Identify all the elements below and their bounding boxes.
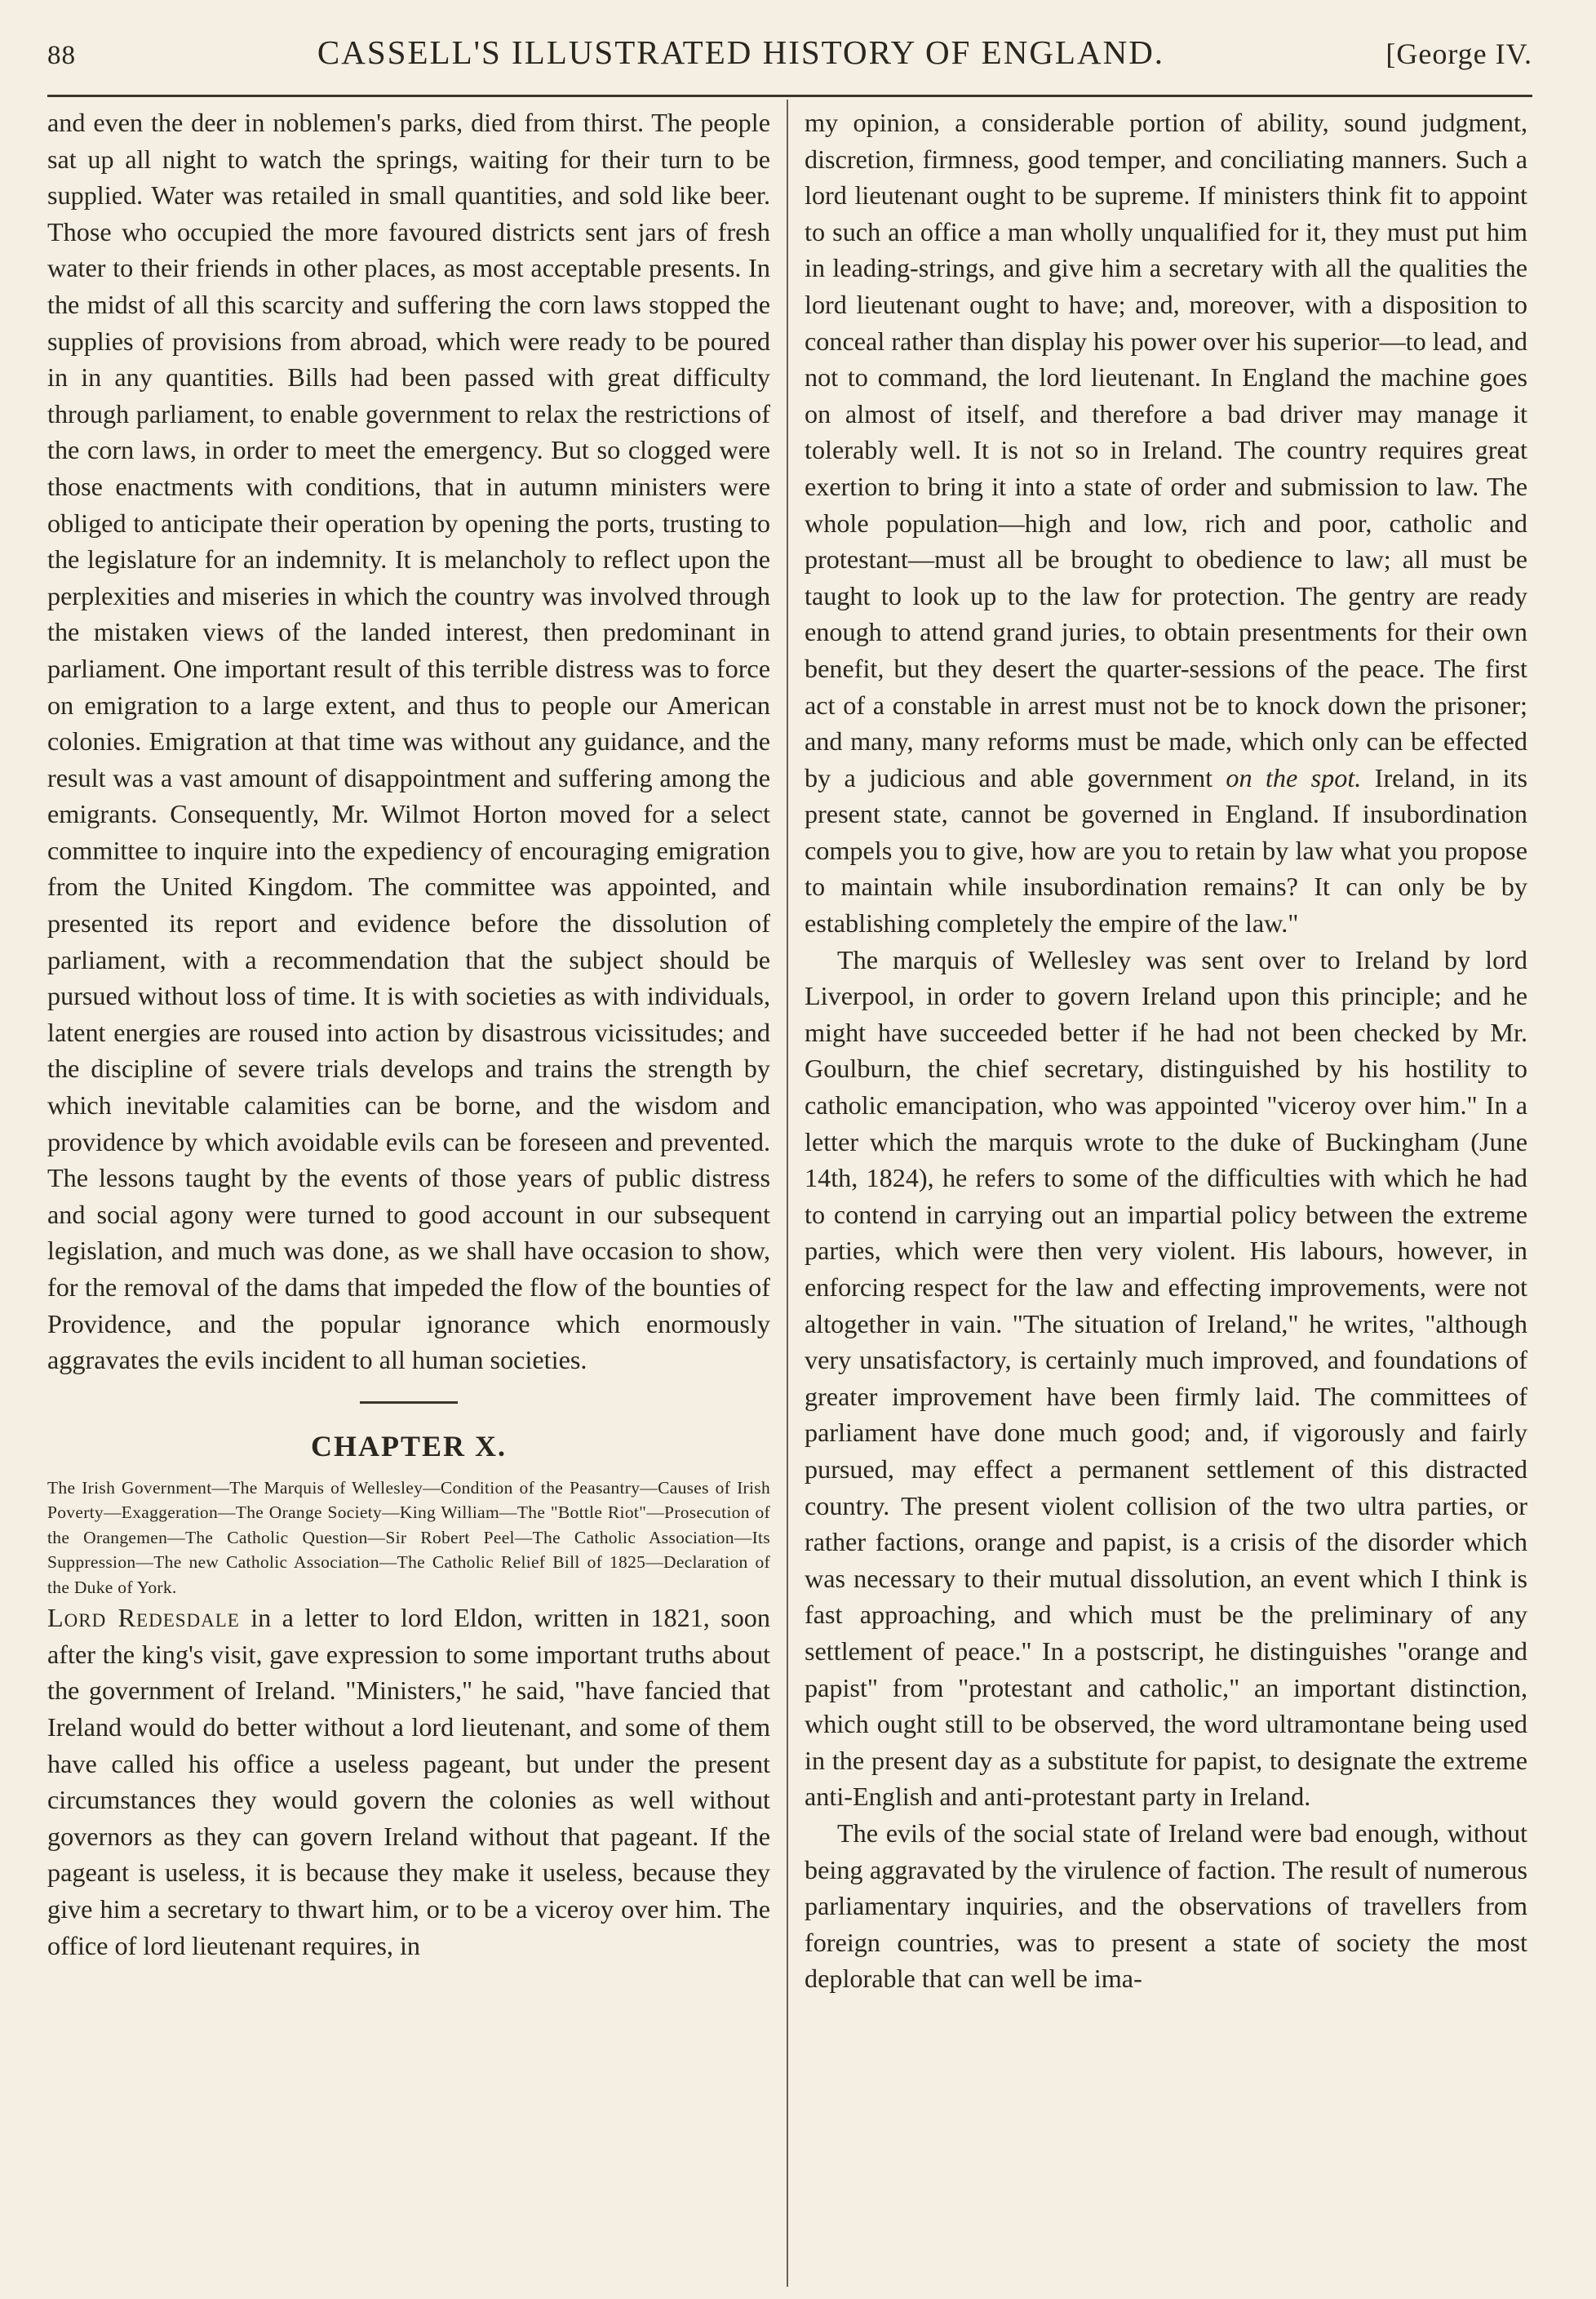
- right-paragraph-2: The marquis of Wellesley was sent over to Ireland by lord Liverpool, in order to govern Ireland upon this principle; and he might have succeeded better if he had not been checked by Mr. Goulburn, the chief secretary, distinguished by his hostility to catholic emancipation, who was appointed "viceroy over him." In a letter which the marquis wrote to the duke of Buckingham (June 14th, 1824), he refers to some of the difficulties with which he had to contend in carrying out an impartial policy between the extreme parties, which were then very violent. His labours, however, in enforcing respect for the law and effecting improvements, were not altogether in vain. "The situation of Ireland," he writes, "although very unsatisfactory, is certainly much improved, and foundations of greater improvement have been firmly laid. The committees of parliament have done much good; and, if vigorously and fairly pursued, may effect a permanent settlement of this distracted country. The present violent collision of the two ultra parties, or rather factions, orange and papist, is a crisis of the disorder which was necessary to their mutual dissolution, an event which I think is fast approaching, and which must be the preliminary of any settlement of peace." In a postscript, he distinguishes "orange and papist" from "protestant and catholic," an important distinction, which ought still to be observed, the word ultramontane being used in the present day as a substitute for papist, to designate the extreme anti-English and anti-protestant party in Ireland.: [805, 944, 1527, 1812]
- page-header: [47, 33, 1532, 78]
- page-number: 88: [47, 41, 76, 70]
- paragraph-lead-name: Lord Redesdale: [47, 1603, 240, 1633]
- section-rule: [360, 1401, 458, 1404]
- right-paragraph-1-text-a: my opinion, a considerable portion of ability, sound judgment, discretion, firmness, good temper, and conciliating manners. Such a lord lieutenant ought to be supreme. If ministers think fit to appoint to such an office a man wholly unqualified for it, they must put him in leading-strings, and give him a secretary with all the qualities the lord lieutenant ought to have; and, moreover, with a disposition to conceal rather than display his power over his superior—to lead, and not to command, the lord lieutenant. In England the machine goes on almost of itself, and therefore a bad driver may manage it tolerably well. It is not so in Ireland. The country requires great exertion to bring it into a state of order and submission to law. The whole population—high and low, rich and poor, catholic and protestant—must all be brought to obedience to law; all must be taught to look up to the law for protection. The gentry are ready enough to attend grand juries, to obtain presentments for their own benefit, but they desert the quarter-sessions of the peace. The first act of a constable in arrest must not be to knock down the prisoner; and many, many reforms must be made, which only can be effected by a judicious and able government: [805, 108, 1527, 792]
- left-paragraph-2-text: in a letter to lord Eldon, written in 1821, soon after the king's visit, gave expression to some important truths about the government of Ireland. "Ministers," he said, "have fancied that Ireland would do better without a lord lieutenant, and some of them have called his office a useless pageant, but under the present circumstances they would govern the colonies as well without governors as they can govern Ireland without that pageant. If the pageant is useless, it is because they make it useless, because they give him a secretary to thwart him, or to be a viceroy over him. The office of lord lieutenant requires, in: [47, 1603, 770, 1960]
- chapter-summary: The Irish Government—The Marquis of Wellesley—Condition of the Peasantry—Causes of Irish Poverty—Exaggeration—The Orange Society—King William—The "Bottle Riot"—Prosecution of the Orangemen—The Catholic Question—Sir Robert Peel—The Catholic Association—Its Suppression—The new Catholic Association—The Catholic Relief Bill of 1825—Declaration of the Duke of York.: [47, 1477, 770, 1597]
- left-paragraph-1: and even the deer in noblemen's parks, died from thirst. The people sat up all night to watch the springs, waiting for their turn to be supplied. Water was retailed in small quantities, and sold like beer. Those who occupied the more favoured districts sent jars of fresh water to their friends in other places, as most acceptable presents. In the midst of all this scarcity and suffering the corn laws stopped the supplies of provisions from abroad, which were ready to be poured in in any quantities. Bills had been passed with great difficulty through parliament, to enable government to relax the restrictions of the corn laws, in order to meet the emergency. But so clogged were those enactments with conditions, that in autumn ministers were obliged to anticipate their operation by opening the ports, trusting to the legislature for an indemnity. It is melancholy to reflect upon the perplexities and miseries in which the country was involved through the mistaken views of the landed interest, then predominant in parliament. One important result of this terrible distress was to force on emigration to a large extent, and thus to people our American colonies. Emigration at that time was without any guidance, and the result was a vast amount of disappointment and suffering among the emigrants. Consequently, Mr. Wilmot Horton moved for a select committee to inquire into the expediency of encouraging emigration from the United Kingdom. The committee was appointed, and presented its report and evidence before the dissolution of parliament, with a recommendation that the subject should be pursued without loss of time. It is with societies as with individuals, latent energies are roused into action by disastrous vicissitudes; and the discipline of severe trials develops and trains the strength by which inevitable calamities can be borne, and the wisdom and providence by which avoidable evils can be foreseen and prevented. The lessons taught by the events of those years of public distress and social agony were turned to good account in our subsequent legislation, and much was done, as we shall have occasion to show, for the removal of the dams that impeded the flow of the bounties of Providence, and the popular ignorance which enormously aggravates the evils incident to all human societies.: [47, 108, 770, 1375]
- reign-label: [George IV.: [1385, 38, 1532, 70]
- right-paragraph-1-emphasis: on the spot.: [1226, 762, 1362, 792]
- chapter-heading: CHAPTER X.: [310, 1429, 507, 1462]
- right-paragraph-3: The evils of the social state of Ireland were bad enough, without being aggravated by the virulence of faction. The result of numerous parliamentary inquiries, and the observations of travellers from foreign countries, was to present a state of society the most deplorable that can well be ima-: [805, 1817, 1527, 1994]
- left-column: [47, 104, 770, 1964]
- running-title: CASSELL'S ILLUSTRATED HISTORY OF ENGLAND.: [317, 33, 1165, 71]
- right-paragraph-1-text-b: Ireland, in its present state, cannot be governed in England. If insubordination compels you to give, how are you to retain by law what you propose to maintain while insubordination remains? It can only be by establishing completely the empire of the law.": [805, 762, 1528, 939]
- column-divider: [787, 100, 788, 2287]
- right-paragraph-1: [805, 104, 1527, 942]
- right-column: [805, 104, 1527, 1997]
- left-paragraph-2: [47, 1600, 770, 1964]
- header-rule: [47, 95, 1532, 97]
